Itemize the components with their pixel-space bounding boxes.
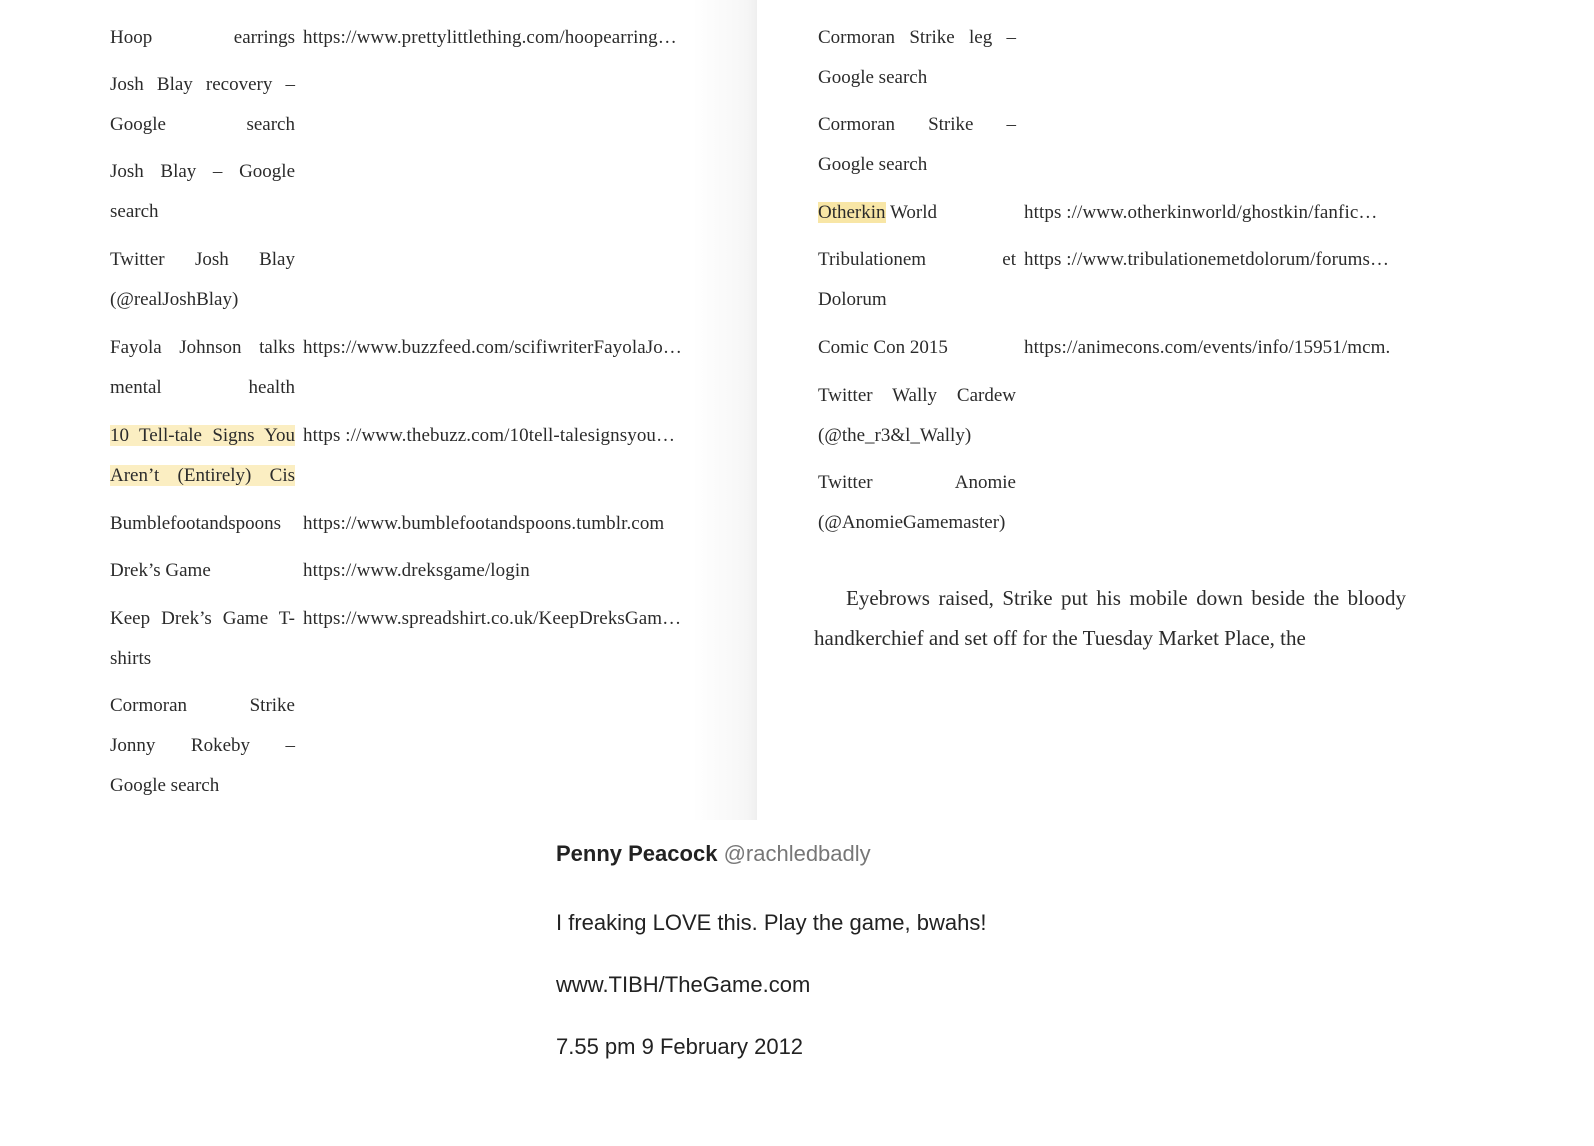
narrative-paragraph: Eyebrows raised, Strike put his mobile down beside the bloody handkerchief and set off for the Tuesday Market Place, the bbox=[814, 586, 1406, 650]
book-gutter-shadow bbox=[692, 0, 757, 820]
entry-title: Josh Blay – Google search bbox=[110, 161, 295, 222]
entry-title: Twitter Wally Cardew (@the_r3&l_Wally) bbox=[818, 385, 1016, 446]
entry-url[interactable]: https ://www.thebuzz.com/10tell-talesignsyou… bbox=[303, 425, 676, 446]
tweet-card bbox=[556, 832, 1256, 1062]
entry-url[interactable]: https ://www.otherkinworld/ghostkin/fanfic… bbox=[1024, 202, 1378, 223]
entry-url[interactable]: https://www.bumblefootandspoons.tumblr.com bbox=[303, 513, 665, 534]
entry-title: Twitter Josh Blay (@realJoshBlay) bbox=[110, 249, 295, 310]
highlighted-text: Aren’t (Entirely) Cis bbox=[110, 465, 295, 486]
entry-title: Bumblefootandspoons bbox=[110, 513, 281, 534]
entry-title: Twitter Anomie (@AnomieGamemaster) bbox=[818, 472, 1016, 533]
entry-title: Keep Drek’s Game T- shirts bbox=[110, 608, 295, 669]
highlighted-text: Otherkin bbox=[818, 202, 886, 223]
entry-title: Cormoran Strike – Google search bbox=[818, 114, 1016, 175]
entry-url[interactable]: https://www.prettylittlething.com/hoopearring… bbox=[303, 27, 677, 48]
tweet-link[interactable]: www.TIBH/TheGame.com bbox=[556, 972, 811, 997]
entry-title: Drek’s Game bbox=[110, 560, 211, 581]
highlighted-text: 10 Tell-tale Signs You bbox=[110, 425, 295, 446]
tweet-body: I freaking LOVE this. Play the game, bwahs! bbox=[556, 910, 987, 935]
entry-url[interactable]: https://www.dreksgame/login bbox=[303, 560, 530, 581]
entry-url[interactable]: https://www.spreadshirt.co.uk/KeepDreksGam… bbox=[303, 608, 682, 629]
entry-url[interactable]: https ://www.tribulationemetdolorum/forums… bbox=[1024, 249, 1390, 270]
entry-title: Otherkin World bbox=[818, 202, 937, 223]
entry-title: Josh Blay recovery – Google search bbox=[110, 74, 295, 135]
tweet-author-name: Penny Peacock bbox=[556, 841, 718, 866]
entry-title: Fayola Johnson talks mental health bbox=[110, 337, 295, 398]
tweet-author-handle: @rachledbadly bbox=[723, 841, 871, 866]
entry-title: Tribulationem et Dolorum bbox=[818, 249, 1016, 310]
entry-url[interactable]: https://www.buzzfeed.com/scifiwriterFayolaJo… bbox=[303, 337, 682, 358]
entry-title: Comic Con 2015 bbox=[818, 337, 948, 358]
entry-title: Cormoran Strike Jonny Rokeby – Google search bbox=[110, 695, 295, 796]
entry-title: Cormoran Strike leg – Google search bbox=[818, 27, 1016, 88]
entry-title: Hoop earrings bbox=[110, 27, 295, 48]
tweet-header bbox=[556, 832, 1256, 876]
entry-title bbox=[110, 416, 295, 496]
entry-url[interactable]: https://animecons.com/events/info/15951/mcm. bbox=[1024, 337, 1391, 358]
tweet-timestamp: 7.55 pm 9 February 2012 bbox=[556, 1034, 804, 1059]
